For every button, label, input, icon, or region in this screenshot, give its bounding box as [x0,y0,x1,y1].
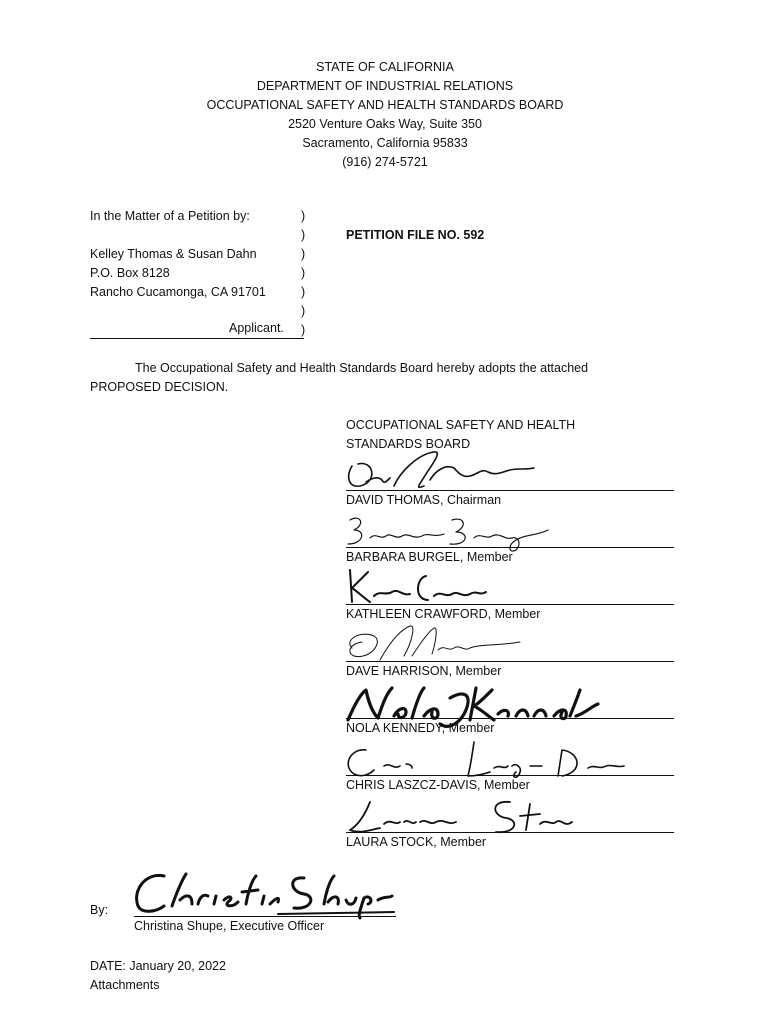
signature-line [346,547,674,548]
signature-david-thomas [338,442,548,494]
body-text-line1: The Occupational Safety and Health Standards Board hereby adopts the attached [135,361,589,375]
body-text-line2: PROPOSED DECISION. [90,380,229,394]
caption-underline [90,338,304,339]
paren-7: ) [301,323,306,337]
letterhead-board: OCCUPATIONAL SAFETY AND HEALTH STANDARDS BOARD [206,98,564,112]
officer-signature-line [134,916,396,917]
document-date: DATE: January 20, 2022 [90,959,226,973]
caption-petitioner: Kelley Thomas & Susan Dahn [90,247,257,261]
caption-blank [90,226,266,245]
signature-kathleen-crawford [340,566,500,606]
member-label: LAURA STOCK, Member [346,835,487,849]
board-name-line2: STANDARDS BOARD [346,437,471,451]
paren-1: ) [301,209,306,223]
member-label: DAVE HARRISON, Member [346,664,502,678]
member-label: CHRIS LASZCZ-DAVIS, Member [346,778,530,792]
letterhead-state: STATE OF CALIFORNIA [316,60,454,74]
letterhead-city: Sacramento, California 95833 [302,136,468,150]
paren-4: ) [301,266,306,280]
signature-line [346,775,674,776]
caption-parentheses [301,207,305,340]
letterhead-street: 2520 Venture Oaks Way, Suite 350 [288,117,482,131]
case-caption [90,207,266,302]
officer-name: Christina Shupe, Executive Officer [134,919,325,933]
signature-line [346,490,674,491]
letterhead-phone: (916) 274-5721 [342,155,428,169]
board-name-line1: OCCUPATIONAL SAFETY AND HEALTH [346,418,576,432]
caption-matter: In the Matter of a Petition by: [90,209,250,223]
paren-6: ) [301,304,306,318]
attachments-label: Attachments [90,978,160,992]
signature-line [346,832,674,833]
signature-line [346,661,674,662]
caption-applicant: Applicant. [229,321,284,335]
signature-line [346,718,674,719]
letterhead-department: DEPARTMENT OF INDUSTRIAL RELATIONS [256,79,514,93]
caption-city: Rancho Cucamonga, CA 91701 [90,285,266,299]
member-label: NOLA KENNEDY, Member [346,721,495,735]
letterhead [0,58,770,172]
signature-christie-shupe [128,866,398,920]
member-label: KATHLEEN CRAWFORD, Member [346,607,541,621]
paren-5: ) [301,285,306,299]
paren-3: ) [301,247,306,261]
caption-po-box: P.O. Box 8128 [90,266,170,280]
paren-2: ) [301,228,306,242]
signature-dave-harrison [340,620,540,666]
by-label: By: [90,903,109,917]
signature-line [346,604,674,605]
petition-file-number: PETITION FILE NO. 592 [346,228,485,242]
member-label: BARBARA BURGEL, Member [346,550,513,564]
member-label: DAVID THOMAS, Chairman [346,493,502,507]
